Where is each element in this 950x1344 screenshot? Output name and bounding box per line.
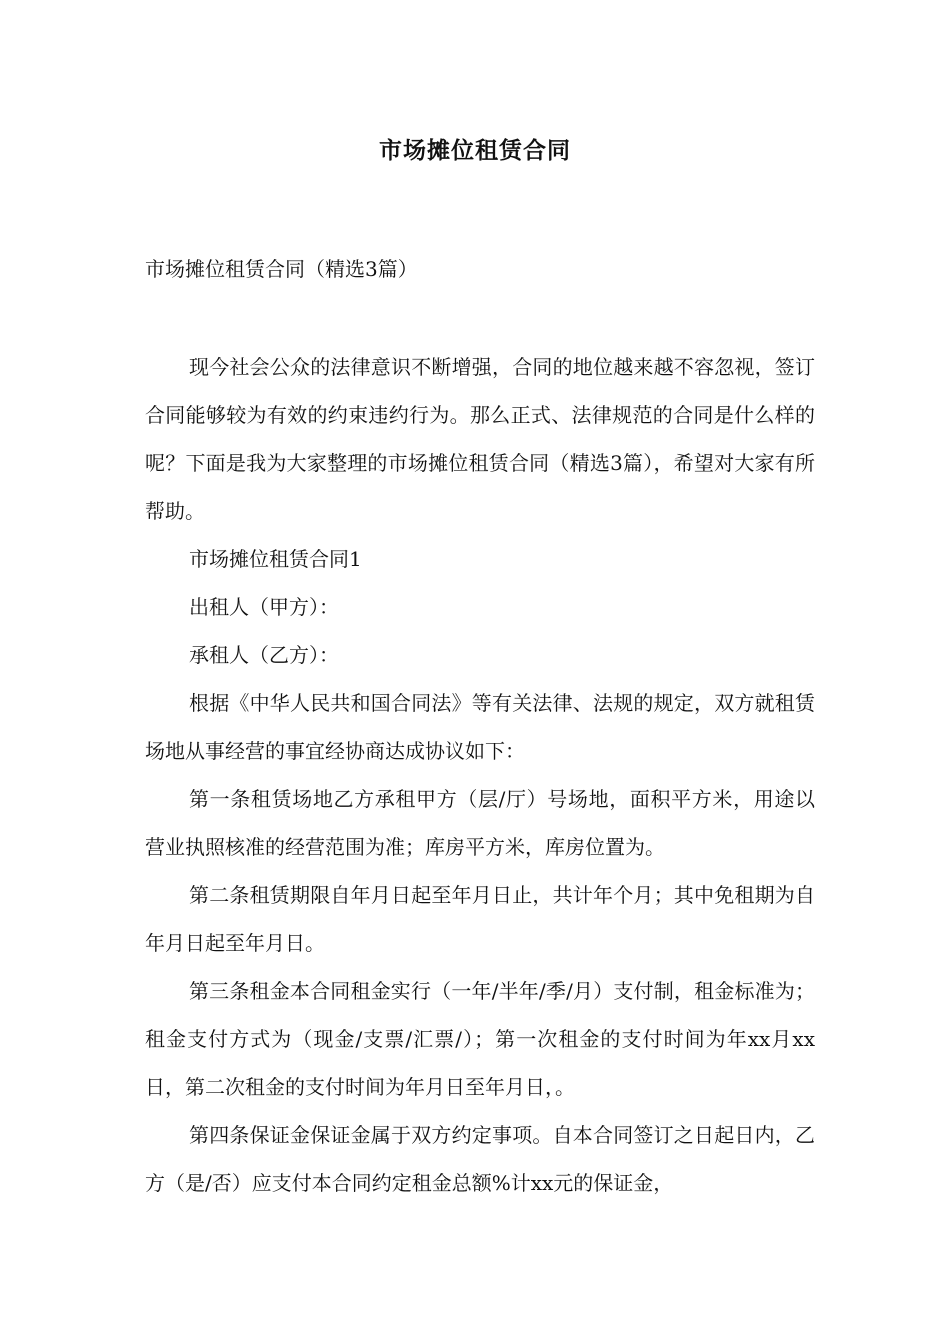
paragraph-article-1: 第一条租赁场地乙方承租甲方（层/厅）号场地，面积平方米，用途以营业执照核准的经营范围为准；库房平方米，库房位置为。 [145, 787, 815, 859]
document-title: 市场摊位租赁合同 [379, 138, 571, 164]
paragraph-intro: 现今社会公众的法律意识不断增强，合同的地位越来越不容忽视，签订合同能够较为有效的约束违约行为。那么正式、法律规范的合同是什么样的呢？下面是我为大家整理的市场摊位租赁合同（精选3篇），希望对大家有所帮助。 [145, 355, 815, 523]
paragraph-article-2: 第二条租赁期限自年月日起至年月日止，共计年个月；其中免租期为自年月日起至年月日。 [145, 883, 815, 955]
paragraph-contract-heading: 市场摊位租赁合同1 [189, 547, 362, 571]
paragraph-lessee: 承租人（乙方）： [189, 643, 339, 667]
paragraph-article-4: 第四条保证金保证金属于双方约定事项。自本合同签订之日起日内，乙方（是/否）应支付本合同约定租金总额%计xx元的保证金， [145, 1123, 815, 1195]
document-body [145, 343, 815, 1207]
document-subtitle: 市场摊位租赁合同（精选3篇） [145, 257, 418, 281]
paragraph-article-3: 第三条租金本合同租金实行（一年/半年/季/月）支付制，租金标准为；租金支付方式为（现金/支票/汇票/）；第一次租金的支付时间为年xx月xx日，第二次租金的支付时间为年月日至年月日，。 [145, 979, 815, 1099]
paragraph-lessor: 出租人（甲方）： [189, 595, 339, 619]
paragraph-basis: 根据《中华人民共和国合同法》等有关法律、法规的规定，双方就租赁场地从事经营的事宜经协商达成协议如下： [145, 691, 815, 763]
